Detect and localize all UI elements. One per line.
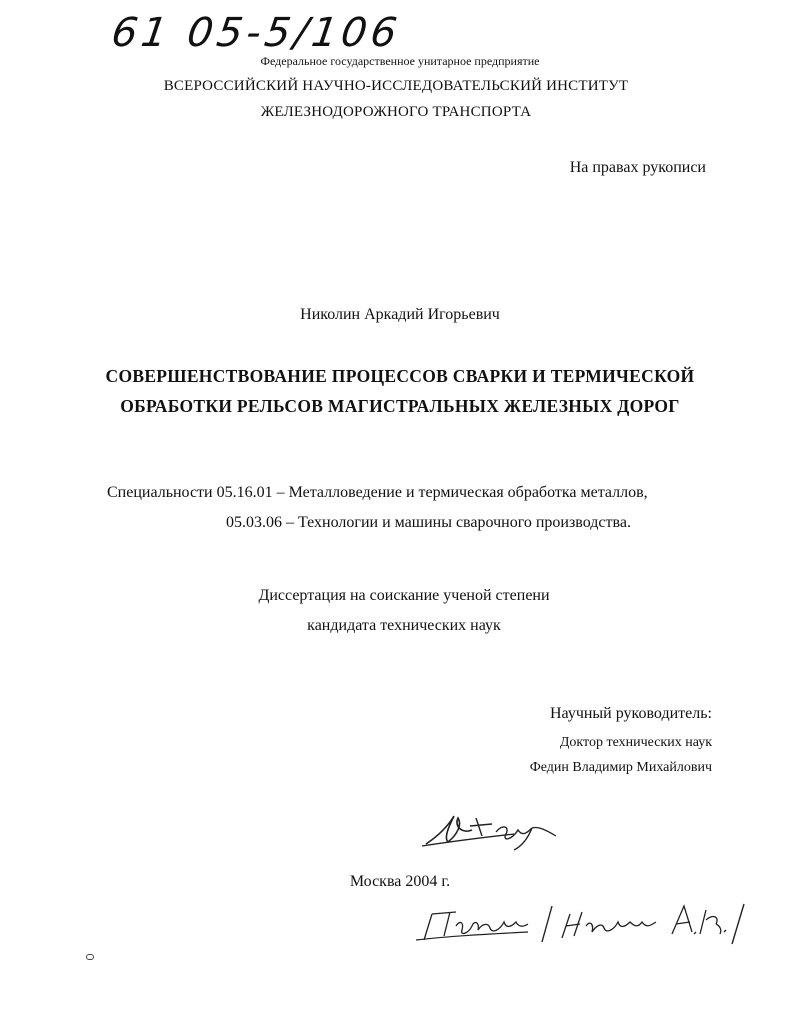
thesis-title-line1: СОВЕРШЕНСТВОВАНИЕ ПРОЦЕССОВ СВАРКИ И ТЕРМИЧЕСКОЙ [105, 366, 695, 386]
archive-number-handwritten: 61 05-5/106 [108, 10, 404, 56]
advisor-signature [418, 806, 563, 856]
specialty-line1: Специальности 05.16.01 – Металловедение и термическая обработка металлов, [107, 484, 648, 501]
city-year: Москва 2004 г. [349, 873, 451, 890]
advisor-label: Научный руководитель: [549, 705, 712, 722]
thesis-title-line2: ОБРАБОТКИ РЕЛЬСОВ МАГИСТРАЛЬНЫХ ЖЕЛЕЗНЫХ ДОРОГ [120, 396, 680, 416]
author-signature [410, 896, 760, 951]
advisor-name: Федин Владимир Михайлович [529, 760, 712, 775]
rights-note: На правах рукописи [569, 159, 706, 176]
specialty-line2: 05.03.06 – Технологии и машины сварочного производства. [226, 514, 631, 531]
dissertation-line1: Диссертация на соискание ученой степени [258, 587, 550, 604]
author-name: Николин Аркадий Игорьевич [300, 306, 500, 323]
institute-name-line1: ВСЕРОССИЙСКИЙ НАУЧНО-ИССЛЕДОВАТЕЛЬСКИЙ ИНСТИТУТ [163, 78, 629, 94]
org-type: Федеральное государственное унитарное предприятие [260, 54, 540, 68]
dissertation-line2: кандидата технических наук [307, 617, 501, 634]
page-mark [86, 954, 94, 960]
institute-name-line2: ЖЕЛЕЗНОДОРОЖНОГО ТРАНСПОРТА [260, 104, 532, 120]
advisor-degree: Доктор технических наук [559, 735, 712, 750]
